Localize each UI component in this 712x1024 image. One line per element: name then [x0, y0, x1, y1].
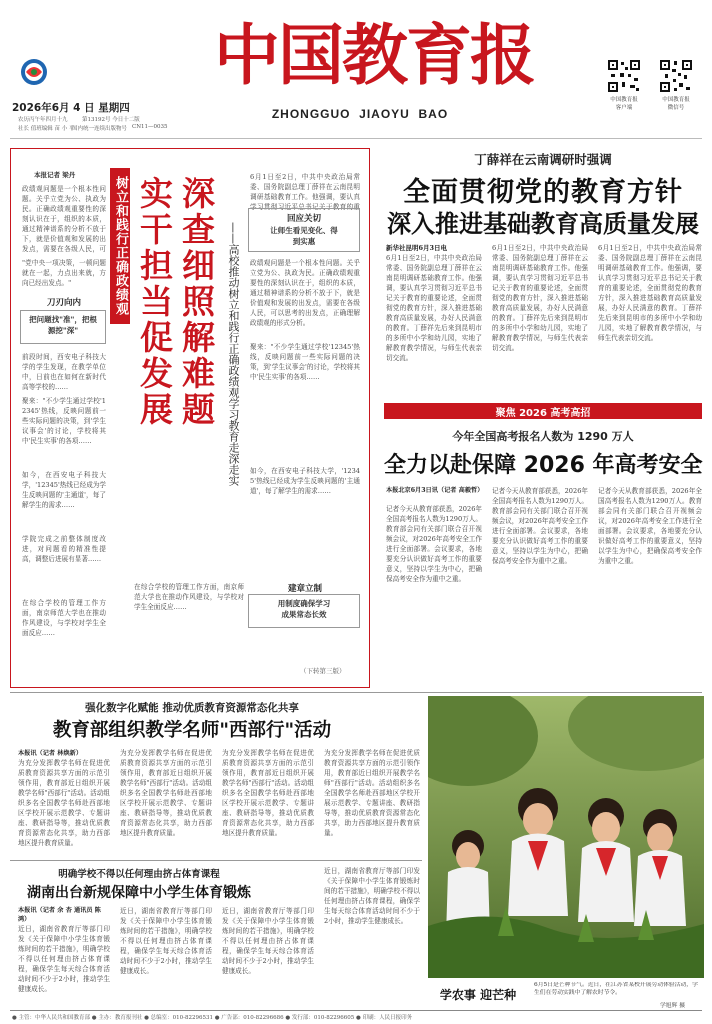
qr-code-wechat-icon[interactable] — [658, 58, 694, 94]
feature-author: 本报记者 梁丹 — [34, 171, 76, 179]
hunan-body-col-3: 近日，湖南省教育厅等部门印发《关于保障中小学生体育锻炼时间的若干措施》，明确学校不得以任何理由挤占体育课程，确保学生每天综合体育活动时间不少于2小时，推动学生健康成长。 — [222, 907, 314, 975]
gaokao-byline: 本报北京6月3日讯（记者 高毅哲） — [386, 487, 484, 494]
hunan-body-col-4: 近日，湖南省教育厅等部门印发《关于保障中小学生体育锻炼时间的若干措施》，明确学校不得以任何理由挤占体育课程，确保学生每天综合体育活动时间不少于2小时，推动学生健康成长。 — [324, 867, 420, 925]
hunan-byline: 本报讯（记者 余 杏 通讯员 陈鸿） — [18, 907, 101, 923]
photo-caption: 6月5日是芒种节气。近日，在江苏省某校开展劳动体验活动，学生们在劳动实践中了解农时节令。 — [534, 982, 698, 996]
lead-byline: 新华社昆明6月3日电 — [386, 244, 448, 252]
hunan-title: 湖南出台新规保障中小学生体育锻炼 — [27, 885, 251, 901]
note-box-title: 建章立制 — [287, 584, 322, 594]
section-divider-2 — [10, 860, 422, 861]
gaokao-banner-label: 聚焦 2026 高考高招 — [495, 408, 591, 419]
feature-paragraph-2: "党中央一项决策，一顿问题就在一起，力点出来就，方向已经出发点。" — [22, 259, 106, 287]
lead-body-col-3: 6月1日至2日，中共中央政治局常委、国务院副总理丁薛祥在云南昆明调研基础教育工作。他强调，要认真学习贯彻习近平总书记关于教育的重要论述，全面贯彻党的教育方针，深入推进基础教育高质量发展，办好人民满意的教育。丁薛祥先后来到昆明市的多所中小学和幼儿园，实地了解教育教学情况，与师生代表亲切交流。 — [598, 244, 702, 342]
gaokao-title: 全力以赴保障 2026 年高考安全 — [384, 453, 703, 478]
newspaper-title: 中国教育报 — [214, 16, 534, 94]
feature-paragraph-3: 前段时间，西安电子科技大学的学生发现，在教学单位中，日前也在如何在新时代高等学校的…… — [22, 353, 106, 391]
note-box-text: 用制度确保学习 成果常态长效 — [277, 599, 331, 619]
masthead-divider — [10, 138, 702, 139]
feature-right-text-1: 6月1日至2日，中共中央政治局常委、国务院副总理丁薛祥在云南昆明调研基础教育工作。他强调，要认真学习贯彻习近平总书记关于教育的重 — [250, 173, 360, 211]
teacher-body-col-2: 为充分发挥教学名师在促进优质教育资源共享方面的示范引领作用，教育部近日组织开展教学名师"西部行"活动。活动组织多名全国教学名师赴西部地区学校开展示范教学、专题讲座、教研指导等，推动优质教育资源常态化共享，助力西部地区提升教育质量。 — [120, 749, 212, 837]
feature-right-text-3: 聚来："不少学生通过学校'12345'热线，反映问题前一些实际问题的决策，到'学生议事会'的讨论，学校将其中'民生实事'的各项…… — [250, 343, 360, 381]
lead-body-col-2: 6月1日至2日，中共中央政治局常委、国务院副总理丁薛祥在云南昆明调研基础教育工作。他强调，要认真学习贯彻习近平总书记关于教育的重要论述，全面贯彻党的教育方针，深入推进基础教育高质量发展，办好人民满意的教育。丁薛祥先后来到昆明市的多所中小学和幼儿园，实地了解教育教学情况，与师生代表亲切交流。 — [492, 244, 588, 352]
gaokao-kicker: 今年全国高考报名人数为 1290 万人 — [452, 430, 634, 443]
feature-right-text-2: 政绩观问题是一个根本性问题。关乎立党为公、执政为民。正确政绩观重要性的深刻认识在于，组织的本质，通过精神谱系的分析不放于下，就是价值观和发展的出发点，需要在各级人民，可以思考的出发点，正确理解政绩观的形式分析。 — [250, 259, 360, 327]
feature-headline-1: 实干担当促发展 — [135, 176, 174, 428]
section-divider-1 — [10, 692, 702, 693]
lead-kicker: 丁薛祥在云南调研时强调 — [474, 152, 612, 167]
callout-text: 让师生看见变化、得 到实惠 — [270, 226, 338, 246]
newspaper-pinyin: ZHONGGUO JIAOYU BAO — [271, 107, 449, 121]
gaokao-body-col-2: 记者今天从教育部获悉，2026年全国高考报名人数为1290万人。教育部会同有关部门联合召开视频会议，对2026年高考安全工作进行全面部署。会议要求，各地要充分认识做好高考工作的重要意义，坚持以学生为中心，把确保高考安全作为重中之重。 — [492, 487, 588, 565]
photo-title: 学农事 迎芒种 — [439, 988, 517, 1002]
issue-date: 2026年6月 4 日 星期四 — [12, 102, 130, 114]
teacher-byline: 本报讯（记者 林焕新） — [18, 750, 83, 757]
feature-vertical-tag-text: 树立和践行正确政绩观 — [113, 176, 128, 316]
sidebar-title: 刀刃向内 — [46, 298, 81, 308]
qr-caption-app: 中国教育报 客户端 — [610, 97, 638, 111]
qr-code-app-icon[interactable] — [606, 58, 642, 94]
callout-title: 回应关切 — [286, 214, 321, 224]
feature-paragraph-5: 如今，在西安电子科技大学，'12345'热线已经成为学生反映问题的'主通道'，每了解学生的需求…… — [22, 471, 106, 509]
footer-divider — [10, 1010, 702, 1011]
teacher-body-col-1: 为充分发挥教学名师在促进优质教育资源共享方面的示范引领作用，教育部近日组织开展教学名师"西部行"活动。活动组织多名全国教学名师赴西部地区学校开展示范教学、专题讲座、教研指导等，推动优质教育资源常态化共享，助力西部地区提升教育质量。 — [18, 759, 110, 847]
hunan-body-col-1: 近日，湖南省教育厅等部门印发《关于保障中小学生体育锻炼时间的若干措施》，明确学校不得以任何理由挤占体育课程，确保学生每天综合体育活动时间不少于2小时，推动学生健康成长。 — [18, 925, 110, 993]
feature-headline-2: 深查细照解难题 — [177, 176, 216, 428]
publication-number-label: 国内统一连续出版物号 — [72, 126, 128, 132]
cn-number: CN11—0035 — [132, 124, 168, 130]
teacher-body-col-4: 为充分发挥教学名师在促进优质教育资源共享方面的示范引领作用，教育部近日组织开展教学名师"西部行"活动。活动组织多名全国教学名师赴西部地区学校开展示范教学、专题讲座、教研指导等，推动优质教育资源常态化共享，助力西部地区提升教育质量。 — [324, 749, 420, 837]
feature-subtitle: ——高校推动树立和践行正确政绩观学习教育走深走实 — [227, 222, 240, 486]
photo-credit: 学旭辉 摄 — [660, 1003, 686, 1009]
feature-right-text-4: 如今，在西安电子科技大学，'12345'热线已经成为学生反映问题的'主通道'，每了解学生的需求…… — [250, 467, 360, 495]
feature-vertical-tag — [110, 168, 130, 324]
lead-body-col-1: 6月1日至2日，中共中央政治局常委、国务院副总理丁薛祥在云南昆明调研基础教育工作。他强调，要认真学习贯彻习近平总书记关于教育的重要论述，全面贯彻党的教育方针，深入推进基础教育高质量发展，办好人民满意的教育。丁薛祥先后来到昆明市的多所中小学和幼儿园，实地了解教育教学情况，与师生代表亲切交流。 — [386, 254, 482, 362]
newspaper-logo-icon — [20, 58, 48, 86]
hunan-body-col-2: 近日，湖南省教育厅等部门印发《关于保障中小学生体育锻炼时间的若干措施》，明确学校不得以任何理由挤占体育课程，确保学生每天综合体育活动时间不少于2小时，推动学生健康成长。 — [120, 907, 212, 975]
gaokao-body-col-1: 记者今天从教育部获悉，2026年全国高考报名人数为1290万人。教育部会同有关部门联合召开视频会议，对2026年高考安全工作进行全面部署。会议要求，各地要充分认识做好高考工作的重要意义，坚持以学生为中心，把确保高考安全作为重中之重。 — [386, 505, 482, 583]
news-photo — [428, 696, 704, 978]
lunar-date: 农历丙午年四月十九 — [18, 117, 68, 123]
footer-info: ● 主管：中华人民共和国教育部 ● 主办：教育报刊社 ● 总编室：010-82296531 ● 广告部：010-82296686 ● 发行部：010-82296605 ● 印刷：人民日报印务 — [12, 1015, 413, 1021]
issue-number: 第13192号 今日十二版 — [82, 117, 140, 123]
feature-continued: （下转第三版） — [300, 667, 346, 675]
feature-paragraph-7: 在综合学校的管理工作方面，南京师范大学也在推动作风建设，与学校对学生全面反应…… — [22, 599, 106, 637]
teacher-body-col-3: 为充分发挥教学名师在促进优质教育资源共享方面的示范引领作用，教育部近日组织开展教学名师"西部行"活动。活动组织多名全国教学名师赴西部地区学校开展示范教学、专题讲座、教研指导等，推动优质教育资源常态化共享，助力西部地区提升教育质量。 — [222, 749, 314, 837]
lead-title-1: 全面贯彻党的教育方针 — [403, 177, 683, 208]
gaokao-body-col-3: 记者今天从教育部获悉，2026年全国高考报名人数为1290万人。教育部会同有关部门联合召开视频会议，对2026年高考安全工作进行全面部署。会议要求，各地要充分认识做好高考工作的重要意义，坚持以学生为中心，把确保高考安全作为重中之重。 — [598, 487, 702, 565]
feature-bottom-text: 在综合学校的管理工作方面，南京师范大学也在推动作风建设，与学校对学生全面反应…… — [134, 583, 244, 611]
lead-title-2: 深入推进基础教育高质量发展 — [387, 210, 699, 238]
feature-paragraph-4: 聚来："不少学生通过学校'12345'热线，反映问题前一些实际问题的决策，到'学生议事会'的讨论，学校将其中'民生实事'的各项…… — [22, 397, 106, 445]
qr-caption-wechat: 中国教育报 微信号 — [662, 97, 690, 111]
teacher-kicker: 强化数字化赋能 推动优质教育资源常态化共享 — [85, 702, 299, 714]
hunan-kicker: 明确学校不得以任何理由挤占体育课程 — [58, 869, 220, 880]
feature-paragraph-6: 学院完成之前整体制度改进，对问题看的精准性提高，调整后进展有显著…… — [22, 535, 106, 563]
teacher-title: 教育部组织教学名师"西部行"活动 — [52, 720, 332, 741]
feature-paragraph-1: 政绩观问题是一个根本性问题。关乎立党为公、执政为民。正确政绩观重要性的深刻认识在于，组织的本质，通过精神谱系的分析不放于下，就是价值观和发展的出发点，需要在各级人民，可 — [22, 185, 106, 253]
editor-line: 社长 值班编辑 苗 小 平 — [18, 126, 75, 132]
masthead — [0, 0, 712, 138]
sidebar-quote: 把问题找"准"，把根 源挖"深" — [29, 315, 97, 335]
